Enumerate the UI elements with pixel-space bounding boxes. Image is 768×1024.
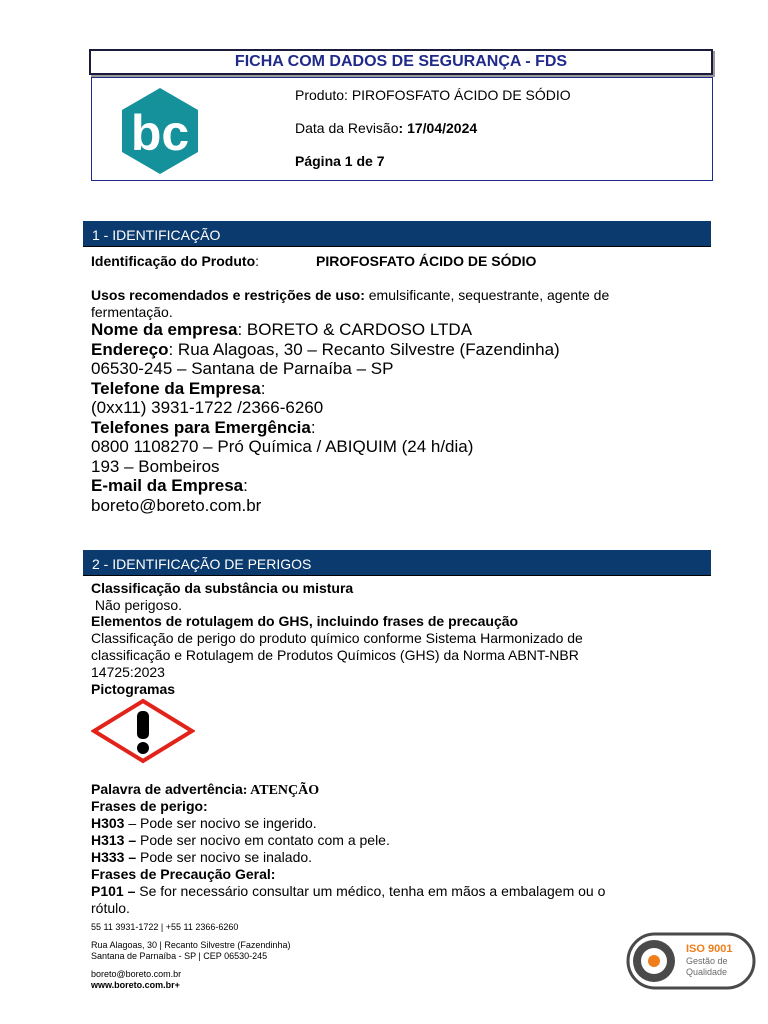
emergency-colon: : [310, 418, 316, 437]
product-id-colon: : [255, 253, 260, 269]
hazard-h303 [91, 815, 317, 831]
iso-9001-badge [626, 932, 756, 990]
address-value: : Rua Alagoas, 30 – Recanto Silvestre (Fazendinha) [168, 340, 560, 359]
precaution-p101 [91, 883, 605, 899]
emergency-label: Telefones para Emergência [91, 418, 311, 437]
hazard-code: H313 – [91, 832, 137, 848]
footer-phones: 55 11 3931-1722 | +55 11 2366-6260 [91, 922, 239, 932]
hazard-code: H303 [91, 815, 125, 831]
hazard-text: – Pode ser nocivo se ingerido. [124, 815, 317, 831]
hazard-text: Pode ser nocivo em contato com a pele. [136, 832, 390, 848]
document-title: FICHA COM DADOS DE SEGURANÇA - FDS [89, 49, 713, 75]
signal-value: : ATENÇÃO [242, 783, 320, 798]
footer-address-1: Rua Alagoas, 30 | Recanto Silvestre (Fazendinha) [91, 940, 291, 950]
product-value: PIROFOSFATO ÁCIDO DE SÓDIO [351, 87, 571, 103]
product-identification-line [91, 253, 259, 269]
address-label: Endereço [91, 340, 169, 359]
signal-word-line [91, 781, 319, 799]
company-label: Nome da empresa [91, 320, 238, 339]
ghs-text-line-3: 14725:2023 [91, 664, 165, 680]
uses-line [91, 287, 691, 303]
precaution-label: Frases de Precaução Geral: [91, 866, 276, 882]
revision-line [295, 120, 477, 136]
classification-label: Classificação da substância ou mistura [91, 580, 354, 596]
ghs-text-line-2: classificação e Rotulagem de Produtos Químicos (GHS) da Norma ABNT-NBR [91, 647, 579, 663]
exclamation-mark-icon [91, 698, 195, 764]
precaution-text: Se for necessário consultar um médico, tenha em mãos a embalagem ou o [135, 883, 606, 899]
header-box [91, 77, 713, 181]
email-value[interactable]: boreto@boreto.com.br [91, 496, 262, 515]
page-number: Página 1 de 7 [295, 153, 385, 169]
uses-value: emulsificante, sequestrante, agente de [368, 287, 610, 303]
address-city: 06530-245 – Santana de Parnaíba – SP [91, 359, 394, 378]
footer-website[interactable]: www.boreto.com.br+ [91, 980, 180, 990]
revision-value: : 17/04/2024 [398, 120, 478, 136]
phone-label: Telefone da Empresa [91, 379, 261, 398]
iso-title: ISO 9001 [686, 943, 733, 955]
fire-dept-phone: 193 – Bombeiros [91, 457, 220, 476]
hazard-code: H333 – [91, 849, 137, 865]
ghs-label: Elementos de rotulagem do GHS, incluindo frases de precaução [91, 613, 519, 629]
email-label: E-mail da Empresa [91, 476, 244, 495]
iso-subtitle-2: Qualidade [686, 967, 728, 977]
phone-value: (0xx11) 3931-1722 /2366-6260 [91, 398, 324, 417]
hazard-h313 [91, 832, 390, 848]
company-value: : BORETO & CARDOSO LTDA [237, 320, 473, 339]
signal-label: Palavra de advertência [91, 781, 243, 797]
section-1-title: 1 - IDENTIFICAÇÃO [83, 221, 711, 247]
uses-value-continued: fermentação. [91, 304, 173, 320]
product-id-label: Identificação do Produto [91, 253, 256, 269]
iso-subtitle-1: Gestão de [686, 956, 728, 966]
hazard-text: Pode ser nocivo se inalado. [136, 849, 313, 865]
footer-address-2: Santana de Parnaíba - SP | CEP 06530-245 [91, 951, 268, 961]
company-logo [119, 86, 201, 176]
email-heading [91, 476, 248, 496]
precaution-p101-continued: rótulo. [91, 900, 130, 916]
uses-label: Usos recomendados e restrições de uso: [91, 287, 365, 303]
logo-text: bc [130, 105, 190, 161]
phone-heading [91, 379, 265, 399]
iso-subtitle [686, 956, 728, 978]
company-name-line [91, 320, 472, 340]
product-id-value: PIROFOSFATO ÁCIDO DE SÓDIO [316, 253, 537, 269]
address-line [91, 340, 560, 360]
revision-label: Data da Revisão [295, 120, 399, 136]
pictograms-label: Pictogramas [91, 681, 176, 697]
hazard-statements-label: Frases de perigo: [91, 798, 208, 814]
emergency-phone: 0800 1108270 – Pró Química / ABIQUIM (24 h/dia) [91, 437, 474, 456]
email-colon: : [243, 476, 248, 495]
product-label: Produto: [295, 87, 348, 103]
product-line [295, 87, 571, 103]
section-2-title: 2 - IDENTIFICAÇÃO DE PERIGOS [83, 550, 711, 576]
classification-value: Não perigoso. [91, 597, 183, 613]
ghs-text-line-1: Classificação de perigo do produto químico conforme Sistema Harmonizado de [91, 630, 583, 646]
hazard-h333 [91, 849, 312, 865]
phone-colon: : [260, 379, 266, 398]
footer-email[interactable]: boreto@boreto.com.br [91, 969, 182, 979]
precaution-code: P101 – [91, 883, 136, 899]
emergency-heading [91, 418, 316, 438]
